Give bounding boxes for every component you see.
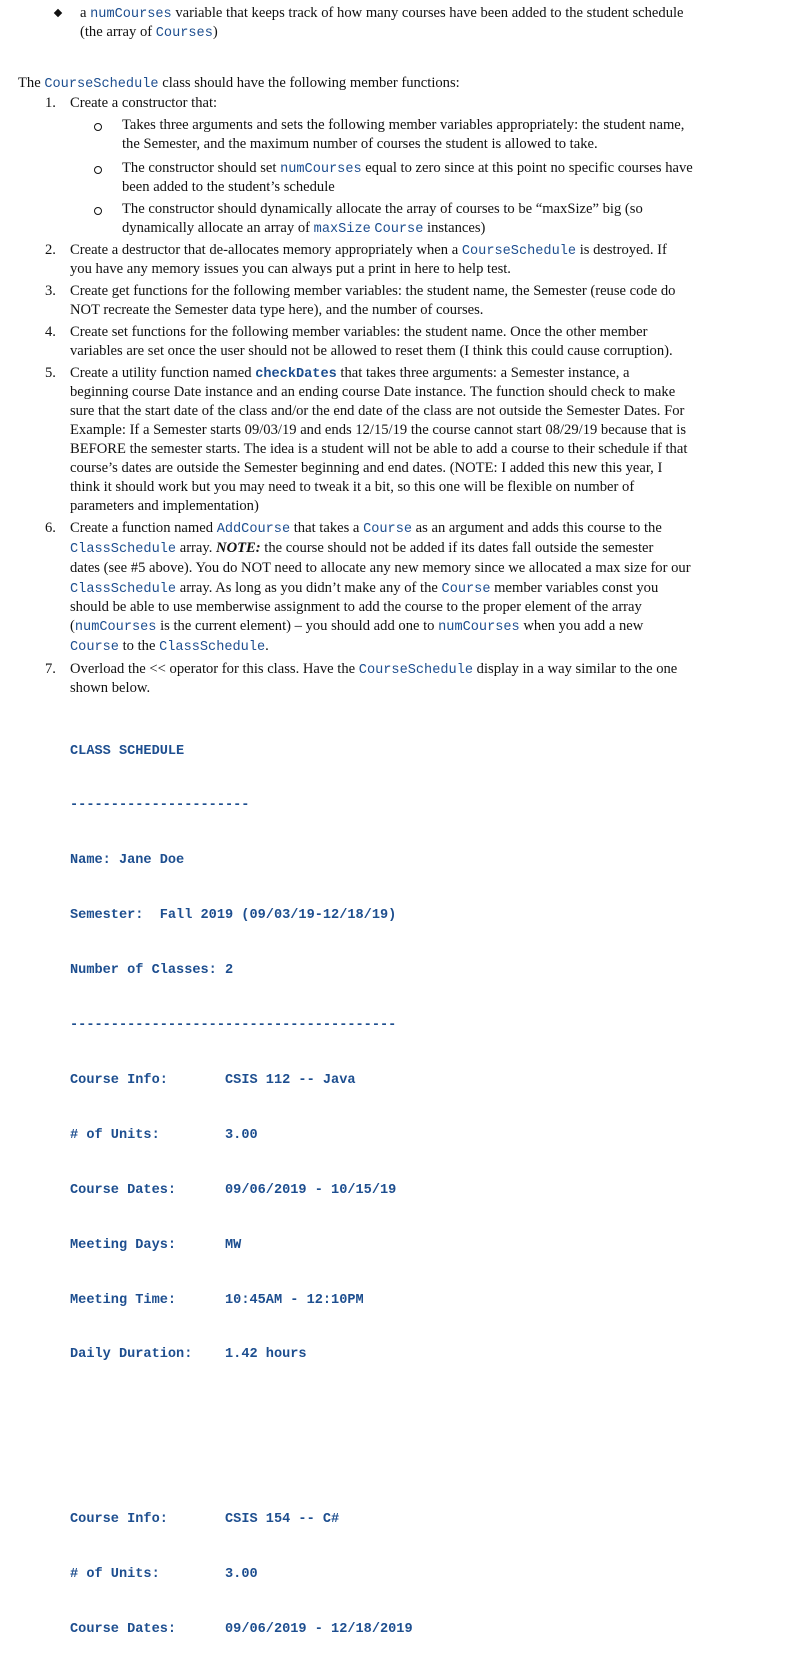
course-1-info: Course Info: CSIS 112 -- Java — [70, 1072, 356, 1088]
sample-num-classes: Number of Classes: 2 — [70, 963, 234, 979]
course-1-days: Meeting Days: MW — [70, 1237, 242, 1253]
item-3-line2: NOT recreate the Semester data type here), and the number of courses. — [70, 302, 484, 318]
item-5-line7: think it should work but you may need to tweak it a bit, so this one will be flexible on number of — [70, 479, 635, 495]
course-1-time: Meeting Time: 10:45AM - 12:10PM — [70, 1292, 364, 1308]
item-5-line2: beginning course Date instance and an ending course Date instance. The function should check to make — [70, 384, 676, 400]
course-1-dates: Course Dates: 09/06/2019 - 10/15/19 — [70, 1182, 397, 1198]
item-5-line4: Example: If a Semester starts 09/03/19 and ends 12/15/19 the course cannot start 08/29/19 because that is — [70, 422, 687, 438]
course-1-duration: Daily Duration: 1.42 hours — [70, 1347, 307, 1363]
sample-output-block — [70, 706, 413, 1676]
item-2-line2: you have any memory issues you can always put a print in here to help test. — [70, 261, 511, 277]
item-7-line1: Overload the << operator for this class. Have the CourseSchedule display in a way similar to the one — [70, 661, 678, 678]
item-6-line2: ClassSchedule array. NOTE: the course should not be added if its dates fall outside the semester — [70, 540, 654, 557]
item-6-line3: dates (see #5 above). You do NOT need to allocate any new memory since we allocated a max size for our — [70, 560, 691, 576]
item-3-line1: Create get functions for the following member variables: the student name, the Semester (reuse code do — [70, 283, 676, 299]
sub-bullet-circle-icon — [94, 123, 102, 131]
sub-item-3-line1: The constructor should dynamically allocate the array of courses to be “maxSize” big (so — [122, 201, 643, 217]
item-number: 6. — [45, 520, 56, 536]
item-4-line2: variables are set once the user should not be allowed to reset them (I think this could cause corruption). — [70, 343, 673, 359]
sub-item-1-line2: the Semester, and the maximum number of courses the student is allowed to take. — [122, 136, 598, 152]
sample-name: Name: Jane Doe — [70, 853, 185, 869]
item-2-line1: Create a destructor that de-allocates memory appropriately when a CourseSchedule is destroyed. If — [70, 242, 667, 259]
intro-bullet-line2: (the array of Courses) — [80, 24, 218, 41]
item-4-line1: Create set functions for the following member variables: the student name. Once the other member — [70, 324, 648, 340]
item-number: 1. — [45, 95, 56, 111]
item-7-line2: shown below. — [70, 680, 151, 696]
item-5-line3: sure that the start date of the class and/or the end date of the class are not outside the Semester Dates. For — [70, 403, 685, 419]
item-6-line6: (numCourses is the current element) – you should add one to numCourses when you add a new — [70, 618, 644, 635]
sub-item-3-line2: dynamically allocate an array of maxSize Course instances) — [122, 220, 486, 237]
item-number: 3. — [45, 283, 56, 299]
item-5-line1: Create a utility function named checkDates that takes three arguments: a Semester instance, a — [70, 365, 630, 382]
sub-item-1-line1: Takes three arguments and sets the following member variables appropriately: the student name, — [122, 117, 685, 133]
item-6-line7: Course to the ClassSchedule. — [70, 638, 269, 655]
item-5-line6: course’s dates are outside the Semester beginning and end dates. (NOTE: I added this new this year, I — [70, 460, 663, 476]
item-number: 7. — [45, 661, 56, 677]
sample-separator: ---------------------------------------- — [70, 1018, 397, 1034]
member-functions-intro: The CourseSchedule class should have the following member functions: — [18, 75, 460, 92]
course-2-info: Course Info: CSIS 154 -- C# — [70, 1512, 340, 1528]
item-5-line8: parameters and implementation) — [70, 498, 259, 514]
sub-item-2-line1: The constructor should set numCourses equal to zero since at this point no specific courses have — [122, 160, 693, 177]
item-6-line5: should be able to use memberwise assignment to add the course to the proper element of the array — [70, 599, 642, 615]
sample-header: CLASS SCHEDULE — [70, 743, 185, 759]
item-number: 5. — [45, 365, 56, 381]
sub-bullet-circle-icon — [94, 207, 102, 215]
intro-bullet-line1: a numCourses variable that keeps track of how many courses have been added to the student schedule — [80, 5, 684, 22]
item-number: 4. — [45, 324, 56, 340]
item-1-text: Create a constructor that: — [70, 95, 218, 111]
item-6-line4: ClassSchedule array. As long as you didn’t make any of the Course member variables const you — [70, 580, 659, 597]
course-1-units: # of Units: 3.00 — [70, 1127, 258, 1143]
bullet-diamond-icon — [54, 9, 62, 17]
sample-separator: ---------------------- — [70, 798, 250, 814]
sub-item-2-line2: been added to the student’s schedule — [122, 179, 335, 195]
course-2-units: # of Units: 3.00 — [70, 1566, 258, 1582]
item-number: 2. — [45, 242, 56, 258]
item-6-line1: Create a function named AddCourse that takes a Course as an argument and adds this course to the — [70, 520, 662, 537]
sub-bullet-circle-icon — [94, 166, 102, 174]
item-5-line5: BEFORE the semester starts. The idea is a student will not be able to add a course to their schedule if that — [70, 441, 688, 457]
sample-semester: Semester: Fall 2019 (09/03/19-12/18/19) — [70, 908, 397, 924]
course-2-dates: Course Dates: 09/06/2019 - 12/18/2019 — [70, 1621, 413, 1637]
